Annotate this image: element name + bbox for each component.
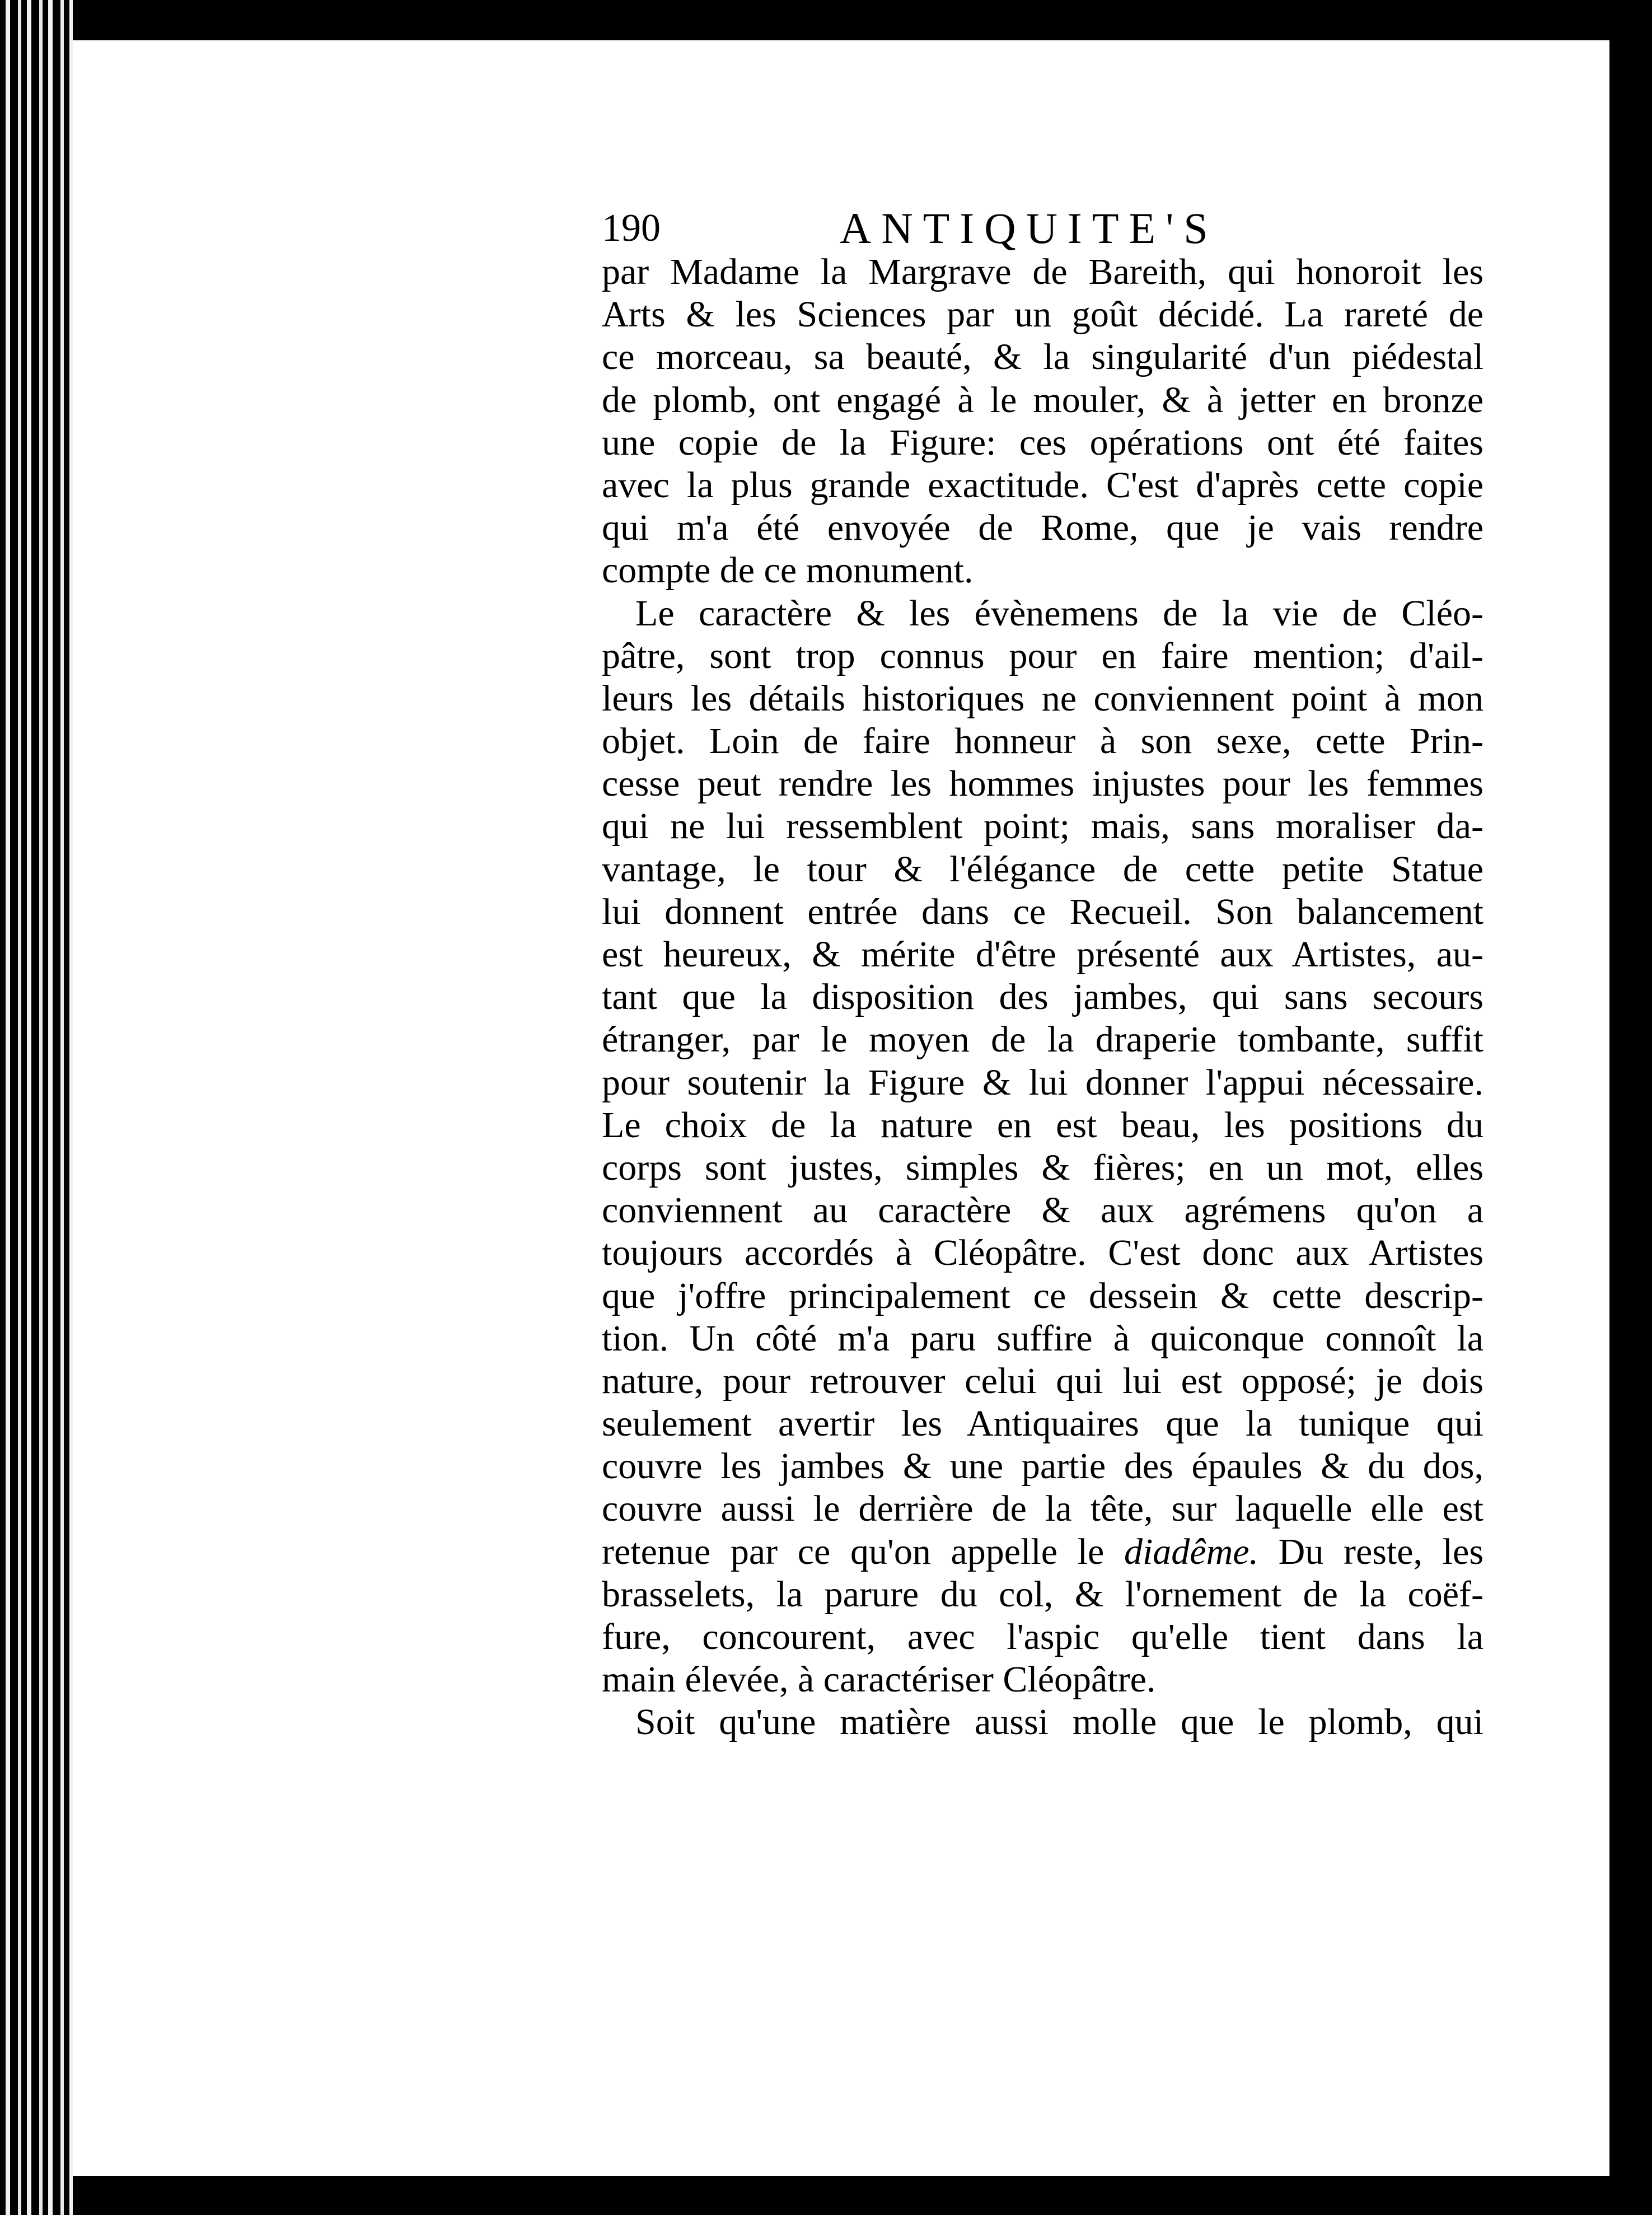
text-line: ce morceau, sa beauté, & la singularité d'un piédestal — [602, 337, 1483, 378]
text-line: une copie de la Figure: ces opérations ont été faites — [602, 422, 1483, 463]
body-text — [602, 251, 1483, 1744]
text-line-with-italic — [602, 1531, 1483, 1573]
text-line: qui ne lui ressemblent point; mais, sans moraliser da- — [602, 806, 1483, 847]
paragraph-start: Le caractère & les évènemens de la vie de Cléo- — [635, 592, 1483, 634]
text-line: qui m'a été envoyée de Rome, que je vais rendre — [602, 507, 1483, 549]
text-line: de plomb, ont engagé à le mouler, & à jetter en bronze — [602, 379, 1483, 420]
text-segment: Du reste, les — [1278, 1531, 1484, 1572]
text-line: tant que la disposition des jambes, qui sans secours — [602, 976, 1483, 1018]
text-line: cesse peut rendre les hommes injustes pour les femmes — [602, 763, 1483, 805]
text-line: conviennent au caractère & aux agrémens qu'on a — [602, 1190, 1483, 1231]
text-line: nature, pour retrouver celui qui lui est opposé; je dois — [602, 1360, 1483, 1401]
text-line: vantage, le tour & l'élégance de cette petite Statue — [602, 848, 1483, 890]
text-line: couvre aussi le derrière de la tête, sur laquelle elle est — [602, 1488, 1483, 1530]
page-number: 190 — [602, 207, 661, 250]
text-line: fure, concourent, avec l'aspic qu'elle tient dans la — [602, 1616, 1483, 1657]
text-line: leurs les détails historiques ne conviennent point à mon — [602, 677, 1483, 719]
scan-binding-edge — [0, 0, 73, 2215]
text-line: toujours accordés à Cléopâtre. C'est donc aux Artistes — [602, 1232, 1483, 1274]
text-segment: retenue par ce qu'on appelle le — [602, 1531, 1105, 1572]
text-line: étranger, par le moyen de la draperie tombante, suffit — [602, 1019, 1483, 1060]
running-title: ANTIQUITE'S — [840, 204, 1218, 253]
running-head — [602, 200, 1486, 256]
text-line: tion. Un côté m'a paru suffire à quiconque connoît la — [602, 1317, 1483, 1359]
text-line: que j'offre principalement ce dessein & cette descrip- — [602, 1275, 1483, 1316]
text-line: avec la plus grande exactitude. C'est d'après cette copie — [602, 464, 1483, 506]
text-line: brasselets, la parure du col, & l'ornement de la coëf- — [602, 1573, 1483, 1615]
italic-word-diademe: diadême. — [1124, 1531, 1259, 1572]
text-line: pâtre, sont trop connus pour en faire mention; d'ail- — [602, 635, 1483, 676]
text-line: couvre les jambes & une partie des épaules & du dos, — [602, 1446, 1483, 1487]
text-line: par Madame la Margrave de Bareith, qui honoroit les — [602, 251, 1483, 292]
text-line: lui donnent entrée dans ce Recueil. Son balancement — [602, 891, 1483, 932]
paragraph-start: Soit qu'une matière aussi molle que le plomb, qui — [635, 1702, 1483, 1743]
text-line: Arts & les Sciences par un goût décidé. La rareté de — [602, 294, 1483, 335]
text-line: Le choix de la nature en est beau, les positions du — [602, 1104, 1483, 1146]
text-line: seulement avertir les Antiquaires que la tunique qui — [602, 1403, 1483, 1445]
text-line: objet. Loin de faire honneur à son sexe, cette Prin- — [602, 721, 1483, 762]
text-line: est heureux, & mérite d'être présenté aux Artistes, au- — [602, 934, 1483, 975]
text-line: compte de ce monument. — [602, 550, 974, 591]
text-line: corps sont justes, simples & fières; en un mot, elles — [602, 1147, 1483, 1188]
text-line: pour soutenir la Figure & lui donner l'appui nécessaire. — [602, 1062, 1483, 1103]
text-line: main élevée, à caractériser Cléopâtre. — [602, 1659, 1156, 1700]
